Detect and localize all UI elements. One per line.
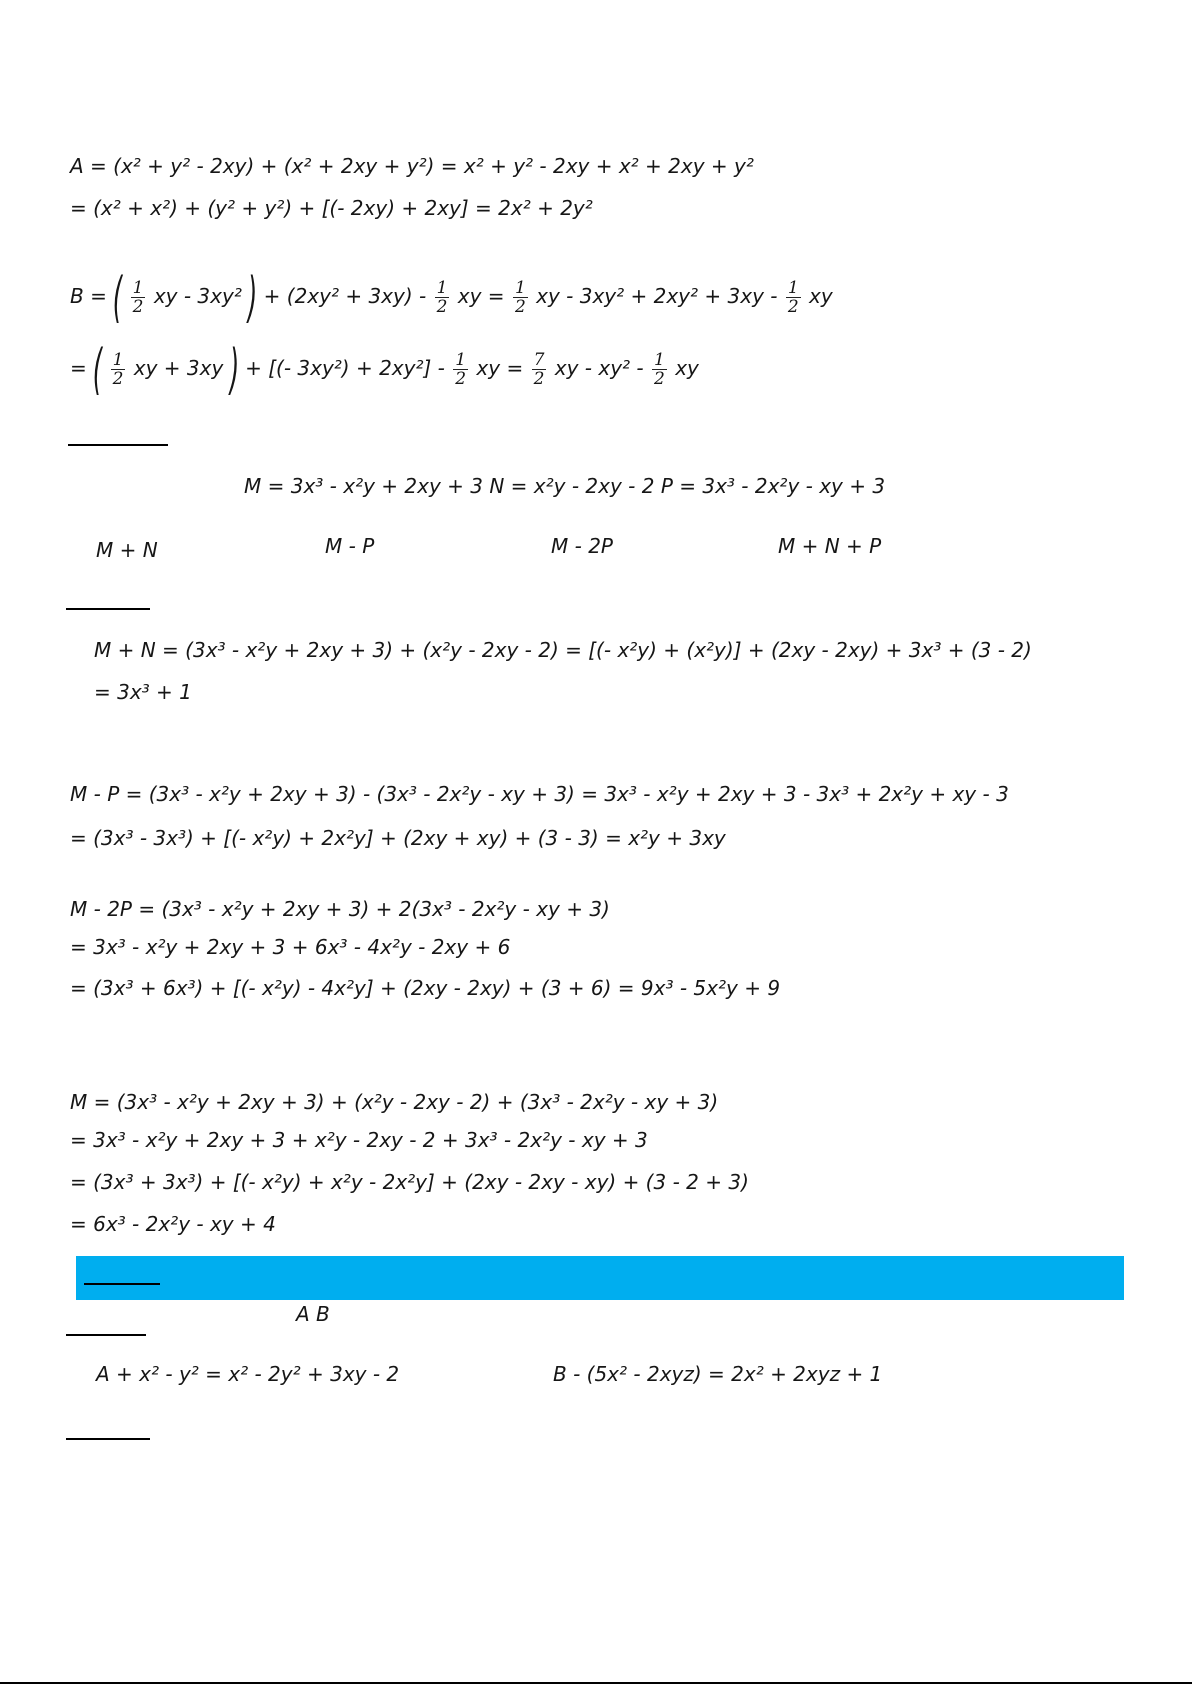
B-l2-eq: = <box>70 356 87 380</box>
band-underline <box>84 1283 160 1285</box>
fraction-half: $\frac{1}{2}$ <box>514 278 526 317</box>
section-rule <box>66 1334 146 1336</box>
task-4: M + N + P <box>778 534 882 558</box>
MN-line-1: M + N = (3x³ - x²y + 2xy + 3) + (x²y - 2xy - 2) = [(- x²y) + (x²y)] + (2xy - 2xy) + 3x³ + (3 - 2) <box>94 638 1032 662</box>
B-l1-d: xy - 3xy² + 2xy² + 3xy - <box>536 284 778 308</box>
fraction-half: $\frac{1}{2}$ <box>654 350 665 389</box>
task-2: M - P <box>325 534 375 558</box>
fraction-half: $\frac{1}{2}$ <box>112 350 124 389</box>
close-paren: ) <box>248 265 258 329</box>
fraction-half: $\frac{1}{2}$ <box>436 278 448 317</box>
close-paren: ) <box>229 337 239 401</box>
MN-line-2: = 3x³ + 1 <box>94 680 192 704</box>
page-bottom-rule <box>0 1682 1192 1684</box>
task-3: M - 2P <box>551 534 613 558</box>
B-l1-c: xy = <box>457 284 505 308</box>
equation-A: A + x² - y² = x² - 2y² + 3xy - 2 <box>96 1362 400 1386</box>
given-polynomials: M = 3x³ - x²y + 2xy + 3 N = x²y - 2xy - 2 P = 3x³ - 2x²y - xy + 3 <box>244 474 886 498</box>
B-line-2 <box>70 337 699 401</box>
fraction-half: $\frac{1}{2}$ <box>787 278 799 317</box>
B-l2-d: xy - xy² - <box>554 356 644 380</box>
fraction-half: $\frac{1}{2}$ <box>132 278 144 317</box>
M2P-line-1: M - 2P = (3x³ - x²y + 2xy + 3) + 2(3x³ - 2x²y - xy + 3) <box>70 897 610 921</box>
MNP-line-2: = 3x³ - x²y + 2xy + 3 + x²y - 2xy - 2 + 3x³ - 2x²y - xy + 3 <box>70 1128 648 1152</box>
open-paren: ( <box>112 265 123 329</box>
MNP-line-4: = 6x³ - 2x²y - xy + 4 <box>70 1212 276 1236</box>
B-l2-b: + [(- 3xy²) + 2xy²] - <box>245 356 445 380</box>
B-line-1 <box>70 265 833 329</box>
section-rule <box>68 444 168 446</box>
highlight-band <box>76 1256 1124 1300</box>
B-l2-c: xy = <box>476 356 524 380</box>
find-A-B: A B <box>296 1302 330 1326</box>
equation-B: B - (5x² - 2xyz) = 2x² + 2xyz + 1 <box>553 1362 883 1386</box>
open-paren: ( <box>92 337 103 401</box>
MP-line-1: M - P = (3x³ - x²y + 2xy + 3) - (3x³ - 2x²y - xy + 3) = 3x³ - x²y + 2xy + 3 - 3x³ + 2x²y + xy - 3 <box>70 782 1009 806</box>
B-l1-b: + (2xy² + 3xy) - <box>263 284 427 308</box>
MNP-line-3: = (3x³ + 3x³) + [(- x²y) + x²y - 2x²y] + (2xy - 2xy - xy) + (3 - 2 + 3) <box>70 1170 749 1194</box>
M2P-line-3: = (3x³ + 6x³) + [(- x²y) - 4x²y] + (2xy - 2xy) + (3 + 6) = 9x³ - 5x²y + 9 <box>70 976 781 1000</box>
task-1: M + N <box>96 538 158 562</box>
A-line-1: A = (x² + y² - 2xy) + (x² + 2xy + y²) = x² + y² - 2xy + x² + 2xy + y² <box>70 154 754 178</box>
B-l2-e: xy <box>675 356 699 380</box>
section-rule <box>66 1438 150 1440</box>
B-label: B = <box>70 284 107 308</box>
section-rule <box>66 608 150 610</box>
fraction-half: $\frac{1}{2}$ <box>455 350 467 389</box>
B-l2-a: xy + 3xy <box>133 356 224 380</box>
MNP-line-1: M = (3x³ - x²y + 2xy + 3) + (x²y - 2xy - 2) + (3x³ - 2x²y - xy + 3) <box>70 1090 719 1114</box>
MP-line-2: = (3x³ - 3x³) + [(- x²y) + 2x²y] + (2xy + xy) + (3 - 3) = x²y + 3xy <box>70 826 726 850</box>
fraction-seven-halves: $\frac{7}{2}$ <box>533 350 545 389</box>
B-l1-e: xy <box>809 284 833 308</box>
M2P-line-2: = 3x³ - x²y + 2xy + 3 + 6x³ - 4x²y - 2xy + 6 <box>70 935 511 959</box>
B-l1-a: xy - 3xy² <box>153 284 242 308</box>
A-line-2: = (x² + x²) + (y² + y²) + [(- 2xy) + 2xy] = 2x² + 2y² <box>70 196 593 220</box>
